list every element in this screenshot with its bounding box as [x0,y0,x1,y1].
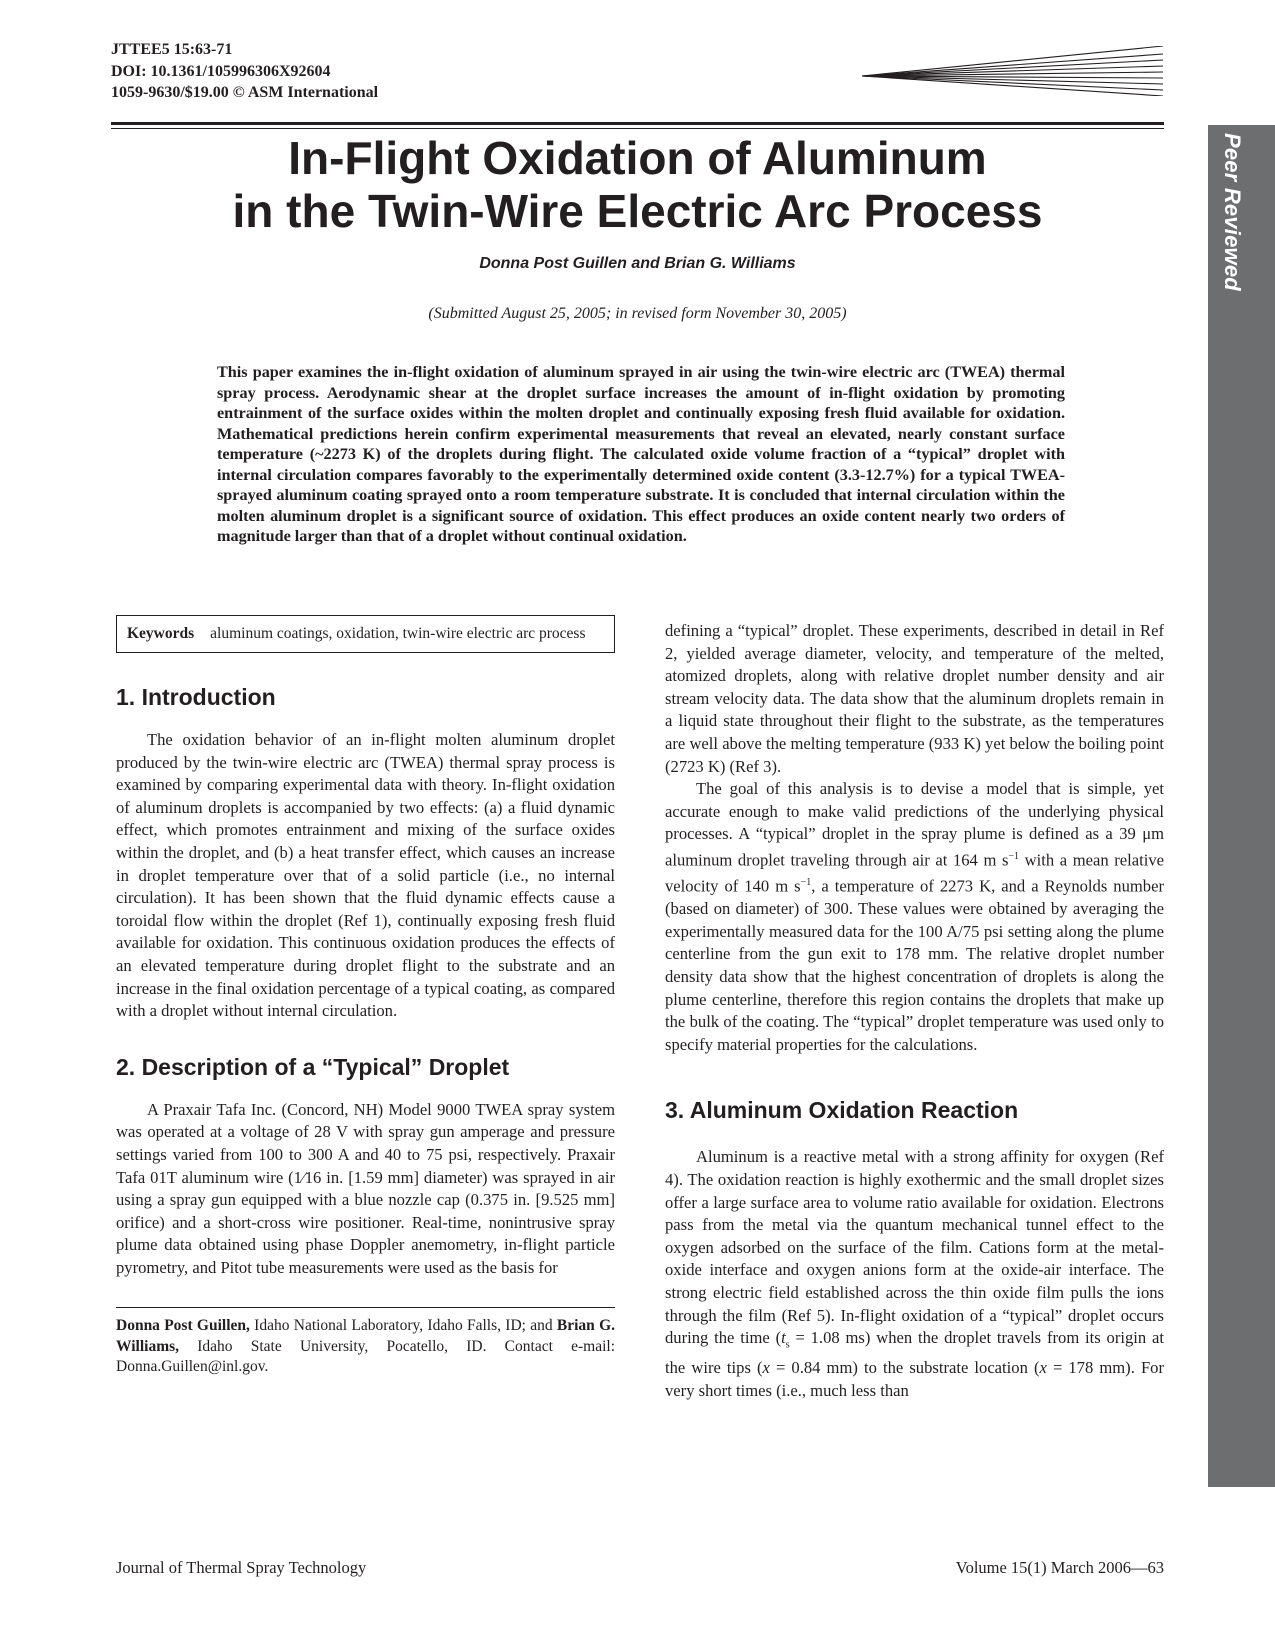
affil-author-1-institution: Idaho National Laboratory, Idaho Falls, ID; and [249,1317,557,1335]
abstract: This paper examines the in-flight oxidation of aluminum sprayed in air using the twin-wire electric arc (TWEA) thermal spray process. Aerodynamic shear at the droplet surface increases the amount of in-flight oxidation by promoting entrainment of the surface oxides within the molten droplet and continually exposing fresh fluid available for oxidation. Mathematical predictions herein confirm experimental measurements that reveal an elevated, nearly constant surface temperature (~2273 K) of the droplets during flight. The calculated oxide volume fraction of a “typical” droplet with internal circulation compares favorably to the experimentally determined oxide content (3.3-12.7%) for a typical TWEA-sprayed aluminum coating sprayed onto a room temperature substrate. It is concluded that internal circulation within the molten aluminum droplet is a significant source of oxidation. This effect produces an oxide content nearly two orders of magnitude larger than that of a droplet without continual oxidation. [217,363,1065,545]
peer-reviewed-label: Peer Reviewed [1220,133,1245,291]
oxidation-paragraph-1: Aluminum is a reactive metal with a strong affinity for oxygen (Ref 4). The oxidation reaction is highly exothermic and the small droplet sizes offer a large surface area to volume ratio available for oxidation. Electrons pass from the metal via the quantum mechanical tunnel effect to the oxygen adsorbed on the surface of the film. Cations form at the metal-oxide interface and oxygen anions form at the oxide-air interface. The strong electric field established across the thin oxide film pulls the ions through the film (Ref 5). In-flight oxidation of a “typical” droplet occurs during the time ($t_s = 1.08$ ms) when the droplet travels from its origin at the wire tips (x = 0.84 mm) to the substrate location (x = 178 mm). For very short times (i.e., much less than [665,1147,1164,1400]
keywords-list: aluminum coatings, oxidation, twin-wire electric arc process [210,625,586,642]
article-metadata [111,39,378,104]
title-line-2: in the Twin-Wire Electric Arc Process [232,185,1043,237]
typical-droplet-paragraph-2: The goal of this analysis is to devise a model that is simple, yet accurate enough to make valid predictions of the underlying physical processes. A “typical” droplet in the spray plume is defined as a 39 μm aluminum droplet traveling through air at 164 m $s^{-1}$ with a mean relative velocity of 140 m $s^{-1}$, a temperature of 2273 K, and a Reynolds number (based on diameter) of 300. These values were obtained by averaging the experimentally measured data for the 100 A/75 psi setting along the plume centerline from the gun exit to 178 mm. The relative droplet number density data show that the highest concentration of droplets is along the plume centerline, therefore this region contains the droplets that make up the bulk of the coating. The “typical” droplet temperature was used only to specify material properties for the calculations. [665,779,1164,1054]
submission-dates: (Submitted August 25, 2005; in revised form November 30, 2005) [428,305,847,322]
section-heading-typical-droplet: 2. Description of a “Typical” Droplet [116,1053,510,1080]
affil-author-1: Donna Post Guillen, [116,1317,250,1335]
footer-volume-page: Volume 15(1) March 2006—63 [955,1558,1164,1577]
article-title [111,132,1164,238]
left-column [116,615,615,1378]
affil-author-2-institution: Idaho State University, Pocatello, ID. Contact e-mail: Donna.Guillen@inl.gov. [116,1337,615,1376]
footer-journal-name: Journal of Thermal Spray Technology [116,1558,367,1577]
doi: DOI: 10.1361/105996306X92604 [111,62,331,80]
peer-reviewed-tab [1208,125,1275,1487]
article-authors: Donna Post Guillen and Brian G. Williams [479,255,796,272]
issn-price: 1059-9630/$19.00 © ASM International [111,84,379,101]
typical-droplet-paragraph-1: A Praxair Tafa Inc. (Concord, NH) Model 9000 TWEA spray system was operated at a voltage of 28 V with spray gun amperage and pressure settings varied from 100 to 300 A and 40 to 75 psi, respectively. Praxair Tafa 01T aluminum wire (1⁄16 in. [1.59 mm] diameter) was sprayed in air using a spray gun equipped with a blue nozzle cap (0.375 in. [9.525 mm] orifice) and a short-cross wire positioner. Real-time, nonintrusive spray plume data obtained using phase Doppler anemometry, in-flight particle pyrometry, and Pitot tube measurements were used as the basis for [116,1099,615,1277]
typical-droplet-paragraph-1-continued: defining a “typical” droplet. These experiments, described in detail in Ref 2, yielded average diameter, velocity, and temperature of the melted, atomized droplets, along with relative droplet number density and air stream velocity data. The data show that the aluminum droplets remain in a liquid state throughout their flight to the substrate, as the temperatures are well above the melting temperature (933 K) yet below the boiling point (2723 K) (Ref 3). [665,621,1164,776]
section-heading-oxidation-reaction: 3. Aluminum Oxidation Reaction [665,1097,1019,1124]
title-line-1: In-Flight Oxidation of Aluminum [288,132,987,184]
intro-paragraph: The oxidation behavior of an in-flight molten aluminum droplet produced by the twin-wire electric arc (TWEA) thermal spray process is examined by comparing experimental data with theory. In-flight oxidation of aluminum droplets is accompanied by two effects: (a) a fluid dynamic effect, which promotes entrainment and mixing of the surface oxides within the droplet, and (b) a heat transfer effect, which causes an increase in droplet temperature over that of a solid particle (i.e., no internal circulation). It has been shown that the fluid dynamic effects cause a toroidal flow within the droplet (Ref 1), continually exposing fresh fluid available for oxidation. This continuous oxidation produces the effects of an elevated temperature during droplet flight to the substrate and an increase in the final oxidation percentage of a typical coating, as compared with a droplet without internal circulation. [116,730,615,1021]
journal-code: JTTEE5 15:63-71 [111,41,233,58]
keywords-label: Keywords [127,625,195,642]
fan-lines-logo-icon [860,46,1166,96]
author-affiliations [116,1307,615,1378]
right-column [665,620,1164,1402]
keywords-box [116,615,615,653]
affil-author-2: Brian G. Williams, [116,1317,615,1355]
header-double-rule [111,122,1164,129]
section-heading-introduction: 1. Introduction [116,684,276,710]
